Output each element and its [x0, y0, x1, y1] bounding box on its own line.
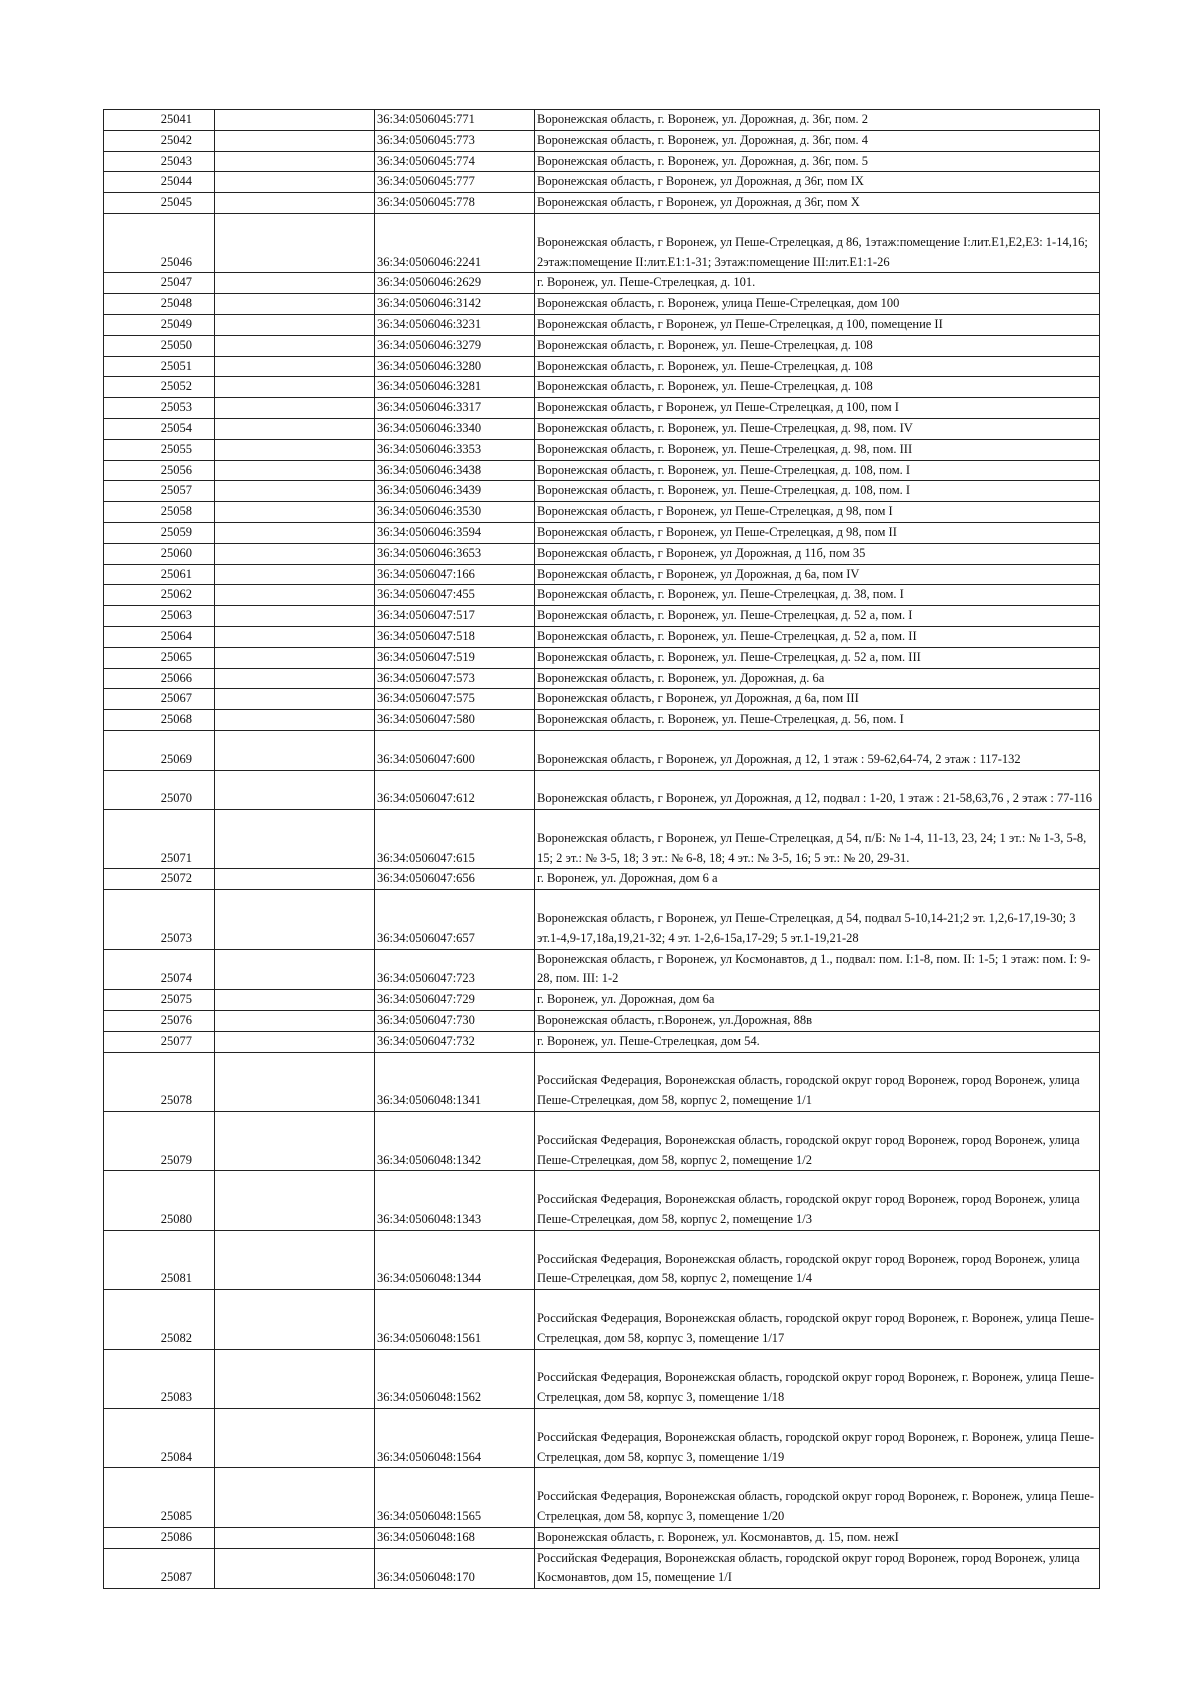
empty-cell: [215, 1548, 375, 1589]
cadastral-number-cell: 36:34:0506047:575: [375, 689, 535, 710]
address-cell: Воронежская область, г Воронеж, ул Пеше-Стрелецкая, д 86, 1этаж:помещение I:лит.Е1,Е2,Е3: 1-14,16; 2этаж:помещение II:лит.Е1:1-31; 3этаж:помещение III:лит.Е1:1-26: [535, 213, 1100, 272]
empty-cell: [215, 1349, 375, 1408]
row-number-cell: 25073: [104, 890, 215, 949]
address-cell: Воронежская область, г Воронеж, ул Космонавтов, д 1., подвал: пом. I:1-8, пом. II: 1-5; 1 этаж: пом. I: 9-28, пом. III: 1-2: [535, 949, 1100, 990]
table-row: [104, 377, 1100, 398]
row-number-cell: 25050: [104, 335, 215, 356]
empty-cell: [215, 1230, 375, 1289]
address-cell: Воронежская область, г. Воронеж, ул. Дорожная, д. 36г, пом. 5: [535, 151, 1100, 172]
table-row: [104, 439, 1100, 460]
table-row: [104, 1052, 1100, 1111]
address-cell: Воронежская область, г. Воронеж, улица Пеше-Стрелецкая, дом 100: [535, 294, 1100, 315]
row-number-cell: 25086: [104, 1527, 215, 1548]
empty-cell: [215, 1290, 375, 1349]
row-number-cell: 25043: [104, 151, 215, 172]
table-row: [104, 647, 1100, 668]
row-number-cell: 25069: [104, 730, 215, 770]
row-number-cell: 25057: [104, 481, 215, 502]
table-row: [104, 1230, 1100, 1289]
row-number-cell: 25082: [104, 1290, 215, 1349]
address-cell: Воронежская область, г Воронеж, ул Дорожная, д 6а, пом IV: [535, 564, 1100, 585]
table-row: [104, 1290, 1100, 1349]
address-cell: Воронежская область, г Воронеж, ул Дорожная, д 12, подвал : 1-20, 1 этаж : 21-58,63,76 , 2 этаж : 77-116: [535, 770, 1100, 810]
cadastral-number-cell: 36:34:0506046:3594: [375, 522, 535, 543]
row-number-cell: 25065: [104, 647, 215, 668]
cadastral-number-cell: 36:34:0506048:1343: [375, 1171, 535, 1230]
row-number-cell: 25054: [104, 418, 215, 439]
address-cell: Воронежская область, г Воронеж, ул Дорожная, д 11б, пом 35: [535, 543, 1100, 564]
address-cell: г. Воронеж, ул. Пеше-Стрелецкая, дом 54.: [535, 1031, 1100, 1052]
table-row: [104, 213, 1100, 272]
table-row: [104, 990, 1100, 1011]
empty-cell: [215, 110, 375, 131]
address-cell: Воронежская область, г Воронеж, ул Дорожная, д 36г, пом X: [535, 193, 1100, 214]
address-cell: Воронежская область, г. Воронеж, ул. Пеше-Стрелецкая, д. 98, пом. IV: [535, 418, 1100, 439]
row-number-cell: 25081: [104, 1230, 215, 1289]
cadastral-number-cell: 36:34:0506047:730: [375, 1011, 535, 1032]
row-number-cell: 25087: [104, 1548, 215, 1589]
empty-cell: [215, 418, 375, 439]
address-cell: Российская Федерация, Воронежская область, городской округ город Воронеж, г. Воронеж, улица Пеше-Стрелецкая, дом 58, корпус 3, помещение 1/17: [535, 1290, 1100, 1349]
empty-cell: [215, 770, 375, 810]
row-number-cell: 25049: [104, 314, 215, 335]
address-cell: Воронежская область, г Воронеж, ул Пеше-Стрелецкая, д 54, подвал 5-10,14-21;2 эт. 1,2,6-17,19-30; 3 эт.1-4,9-17,18а,19,21-32; 4 эт. 1-2,6-15а,17-29; 5 эт.1-19,21-28: [535, 890, 1100, 949]
address-cell: Российская Федерация, Воронежская область, городской округ город Воронеж, город Воронеж, улица Пеше-Стрелецкая, дом 58, корпус 2, помещение 1/1: [535, 1052, 1100, 1111]
address-cell: Воронежская область, г Воронеж, ул Дорожная, д 36г, пом IX: [535, 172, 1100, 193]
empty-cell: [215, 810, 375, 869]
empty-cell: [215, 1171, 375, 1230]
empty-cell: [215, 398, 375, 419]
row-number-cell: 25041: [104, 110, 215, 131]
cadastral-number-cell: 36:34:0506046:3530: [375, 502, 535, 523]
cadastral-number-cell: 36:34:0506048:170: [375, 1548, 535, 1589]
cadastral-number-cell: 36:34:0506047:573: [375, 668, 535, 689]
table-row: [104, 606, 1100, 627]
cadastral-number-cell: 36:34:0506047:580: [375, 710, 535, 731]
empty-cell: [215, 294, 375, 315]
cadastral-number-cell: 36:34:0506047:166: [375, 564, 535, 585]
address-cell: г. Воронеж, ул. Пеше-Стрелецкая, д. 101.: [535, 273, 1100, 294]
cadastral-number-cell: 36:34:0506047:612: [375, 770, 535, 810]
address-cell: Воронежская область, г. Воронеж, ул. Пеше-Стрелецкая, д. 52 а, пом. I: [535, 606, 1100, 627]
empty-cell: [215, 314, 375, 335]
cadastral-number-cell: 36:34:0506048:1565: [375, 1468, 535, 1527]
table-row: [104, 130, 1100, 151]
table-row: [104, 460, 1100, 481]
row-number-cell: 25052: [104, 377, 215, 398]
row-number-cell: 25047: [104, 273, 215, 294]
cadastral-number-cell: 36:34:0506046:3279: [375, 335, 535, 356]
cadastral-number-cell: 36:34:0506046:3142: [375, 294, 535, 315]
address-cell: Российская Федерация, Воронежская область, городской округ город Воронеж, город Воронеж, улица Космонавтов, дом 15, помещение 1/I: [535, 1548, 1100, 1589]
table-row: [104, 869, 1100, 890]
table-row: [104, 626, 1100, 647]
address-cell: Воронежская область, г.Воронеж, ул.Дорожная, 88в: [535, 1011, 1100, 1032]
registry-table-body: [104, 110, 1100, 1589]
address-cell: Воронежская область, г Воронеж, ул Пеше-Стрелецкая, д 100, помещение II: [535, 314, 1100, 335]
table-row: [104, 1409, 1100, 1468]
table-row: [104, 543, 1100, 564]
address-cell: Российская Федерация, Воронежская область, городской округ город Воронеж, г. Воронеж, улица Пеше-Стрелецкая, дом 58, корпус 3, помещение 1/20: [535, 1468, 1100, 1527]
row-number-cell: 25061: [104, 564, 215, 585]
row-number-cell: 25046: [104, 213, 215, 272]
empty-cell: [215, 377, 375, 398]
cadastral-number-cell: 36:34:0506048:1562: [375, 1349, 535, 1408]
cadastral-number-cell: 36:34:0506047:600: [375, 730, 535, 770]
row-number-cell: 25075: [104, 990, 215, 1011]
empty-cell: [215, 1527, 375, 1548]
empty-cell: [215, 1409, 375, 1468]
table-row: [104, 890, 1100, 949]
cadastral-number-cell: 36:34:0506045:777: [375, 172, 535, 193]
empty-cell: [215, 1468, 375, 1527]
cadastral-number-cell: 36:34:0506048:168: [375, 1527, 535, 1548]
row-number-cell: 25078: [104, 1052, 215, 1111]
table-row: [104, 418, 1100, 439]
empty-cell: [215, 564, 375, 585]
address-cell: Воронежская область, г. Воронеж, ул. Пеше-Стрелецкая, д. 108, пом. I: [535, 460, 1100, 481]
empty-cell: [215, 151, 375, 172]
empty-cell: [215, 689, 375, 710]
address-cell: Воронежская область, г Воронеж, ул Дорожная, д 12, 1 этаж : 59-62,64-74, 2 этаж : 117-132: [535, 730, 1100, 770]
row-number-cell: 25066: [104, 668, 215, 689]
address-cell: Воронежская область, г Воронеж, ул Пеше-Стрелецкая, д 98, пом II: [535, 522, 1100, 543]
cadastral-number-cell: 36:34:0506047:615: [375, 810, 535, 869]
row-number-cell: 25072: [104, 869, 215, 890]
address-cell: Воронежская область, г. Воронеж, ул. Пеше-Стрелецкая, д. 108: [535, 377, 1100, 398]
cadastral-number-cell: 36:34:0506046:3653: [375, 543, 535, 564]
cadastral-number-cell: 36:34:0506046:3340: [375, 418, 535, 439]
empty-cell: [215, 543, 375, 564]
table-row: [104, 668, 1100, 689]
table-row: [104, 502, 1100, 523]
empty-cell: [215, 668, 375, 689]
cadastral-number-cell: 36:34:0506048:1561: [375, 1290, 535, 1349]
table-row: [104, 710, 1100, 731]
address-cell: Воронежская область, г. Воронеж, ул. Дорожная, д. 36г, пом. 4: [535, 130, 1100, 151]
empty-cell: [215, 869, 375, 890]
empty-cell: [215, 502, 375, 523]
cadastral-number-cell: 36:34:0506047:723: [375, 949, 535, 990]
table-row: [104, 949, 1100, 990]
empty-cell: [215, 949, 375, 990]
address-cell: Воронежская область, г. Воронеж, ул. Пеше-Стрелецкая, д. 52 а, пом. III: [535, 647, 1100, 668]
cadastral-number-cell: 36:34:0506046:3231: [375, 314, 535, 335]
cadastral-number-cell: 36:34:0506045:771: [375, 110, 535, 131]
address-cell: Воронежская область, г. Воронеж, ул. Пеше-Стрелецкая, д. 52 а, пом. II: [535, 626, 1100, 647]
cadastral-number-cell: 36:34:0506046:3353: [375, 439, 535, 460]
row-number-cell: 25063: [104, 606, 215, 627]
empty-cell: [215, 1031, 375, 1052]
cadastral-number-cell: 36:34:0506046:3281: [375, 377, 535, 398]
row-number-cell: 25084: [104, 1409, 215, 1468]
address-cell: Российская Федерация, Воронежская область, городской округ город Воронеж, г. Воронеж, улица Пеше-Стрелецкая, дом 58, корпус 3, помещение 1/18: [535, 1349, 1100, 1408]
cadastral-number-cell: 36:34:0506048:1341: [375, 1052, 535, 1111]
address-cell: Российская Федерация, Воронежская область, городской округ город Воронеж, г. Воронеж, улица Пеше-Стрелецкая, дом 58, корпус 3, помещение 1/19: [535, 1409, 1100, 1468]
address-cell: Воронежская область, г. Воронеж, ул. Пеше-Стрелецкая, д. 38, пом. I: [535, 585, 1100, 606]
row-number-cell: 25079: [104, 1112, 215, 1171]
address-cell: Воронежская область, г Воронеж, ул Дорожная, д 6а, пом III: [535, 689, 1100, 710]
address-cell: г. Воронеж, ул. Дорожная, дом 6 а: [535, 869, 1100, 890]
address-cell: Воронежская область, г. Воронеж, ул. Пеше-Стрелецкая, д. 108: [535, 335, 1100, 356]
row-number-cell: 25076: [104, 1011, 215, 1032]
cadastral-number-cell: 36:34:0506045:773: [375, 130, 535, 151]
cadastral-number-cell: 36:34:0506046:3280: [375, 356, 535, 377]
cadastral-number-cell: 36:34:0506045:774: [375, 151, 535, 172]
row-number-cell: 25068: [104, 710, 215, 731]
cadastral-number-cell: 36:34:0506047:657: [375, 890, 535, 949]
cadastral-number-cell: 36:34:0506045:778: [375, 193, 535, 214]
table-row: [104, 172, 1100, 193]
address-cell: Воронежская область, г. Воронеж, ул. Космонавтов, д. 15, пом. нежI: [535, 1527, 1100, 1548]
row-number-cell: 25074: [104, 949, 215, 990]
cadastral-number-cell: 36:34:0506047:517: [375, 606, 535, 627]
row-number-cell: 25048: [104, 294, 215, 315]
table-row: [104, 273, 1100, 294]
table-row: [104, 689, 1100, 710]
address-cell: Российская Федерация, Воронежская область, городской округ город Воронеж, город Воронеж, улица Пеше-Стрелецкая, дом 58, корпус 2, помещение 1/4: [535, 1230, 1100, 1289]
row-number-cell: 25056: [104, 460, 215, 481]
table-row: [104, 356, 1100, 377]
address-cell: Воронежская область, г. Воронеж, ул. Пеше-Стрелецкая, д. 56, пом. I: [535, 710, 1100, 731]
cadastral-number-cell: 36:34:0506046:3439: [375, 481, 535, 502]
address-cell: Воронежская область, г. Воронеж, ул. Пеше-Стрелецкая, д. 108, пом. I: [535, 481, 1100, 502]
row-number-cell: 25070: [104, 770, 215, 810]
empty-cell: [215, 481, 375, 502]
table-row: [104, 730, 1100, 770]
table-row: [104, 1031, 1100, 1052]
empty-cell: [215, 522, 375, 543]
row-number-cell: 25042: [104, 130, 215, 151]
table-row: [104, 1011, 1100, 1032]
address-cell: Российская Федерация, Воронежская область, городской округ город Воронеж, город Воронеж, улица Пеше-Стрелецкая, дом 58, корпус 2, помещение 1/2: [535, 1112, 1100, 1171]
address-cell: Воронежская область, г Воронеж, ул Пеше-Стрелецкая, д 54, п/Б: № 1-4, 11-13, 23, 24; 1 эт.: № 1-3, 5-8, 15; 2 эт.: № 3-5, 18; 3 эт.: № 6-8, 18; 4 эт.: № 3-5, 16; 5 эт.: № 20, 29-31.: [535, 810, 1100, 869]
empty-cell: [215, 172, 375, 193]
empty-cell: [215, 356, 375, 377]
address-cell: Воронежская область, г Воронеж, ул Пеше-Стрелецкая, д 100, пом I: [535, 398, 1100, 419]
cadastral-number-cell: 36:34:0506047:656: [375, 869, 535, 890]
address-cell: Воронежская область, г. Воронеж, ул. Дорожная, д. 6а: [535, 668, 1100, 689]
row-number-cell: 25067: [104, 689, 215, 710]
row-number-cell: 25071: [104, 810, 215, 869]
table-row: [104, 1527, 1100, 1548]
row-number-cell: 25085: [104, 1468, 215, 1527]
empty-cell: [215, 213, 375, 272]
address-cell: г. Воронеж, ул. Дорожная, дом 6а: [535, 990, 1100, 1011]
table-row: [104, 1349, 1100, 1408]
row-number-cell: 25060: [104, 543, 215, 564]
empty-cell: [215, 273, 375, 294]
table-row: [104, 522, 1100, 543]
row-number-cell: 25053: [104, 398, 215, 419]
table-row: [104, 770, 1100, 810]
cadastral-number-cell: 36:34:0506047:729: [375, 990, 535, 1011]
address-cell: Воронежская область, г. Воронеж, ул. Пеше-Стрелецкая, д. 108: [535, 356, 1100, 377]
cadastral-number-cell: 36:34:0506048:1342: [375, 1112, 535, 1171]
row-number-cell: 25045: [104, 193, 215, 214]
address-cell: Воронежская область, г. Воронеж, ул. Пеше-Стрелецкая, д. 98, пом. III: [535, 439, 1100, 460]
empty-cell: [215, 439, 375, 460]
empty-cell: [215, 460, 375, 481]
table-row: [104, 1468, 1100, 1527]
empty-cell: [215, 335, 375, 356]
cadastral-number-cell: 36:34:0506048:1344: [375, 1230, 535, 1289]
table-row: [104, 398, 1100, 419]
table-row: [104, 151, 1100, 172]
cadastral-number-cell: 36:34:0506046:3317: [375, 398, 535, 419]
row-number-cell: 25077: [104, 1031, 215, 1052]
cadastral-number-cell: 36:34:0506047:518: [375, 626, 535, 647]
table-row: [104, 193, 1100, 214]
row-number-cell: 25083: [104, 1349, 215, 1408]
table-row: [104, 294, 1100, 315]
address-cell: Российская Федерация, Воронежская область, городской округ город Воронеж, город Воронеж, улица Пеше-Стрелецкая, дом 58, корпус 2, помещение 1/3: [535, 1171, 1100, 1230]
cadastral-number-cell: 36:34:0506047:519: [375, 647, 535, 668]
empty-cell: [215, 647, 375, 668]
row-number-cell: 25055: [104, 439, 215, 460]
empty-cell: [215, 1112, 375, 1171]
row-number-cell: 25080: [104, 1171, 215, 1230]
table-row: [104, 314, 1100, 335]
address-cell: Воронежская область, г Воронеж, ул Пеше-Стрелецкая, д 98, пом I: [535, 502, 1100, 523]
table-row: [104, 564, 1100, 585]
row-number-cell: 25044: [104, 172, 215, 193]
row-number-cell: 25058: [104, 502, 215, 523]
empty-cell: [215, 130, 375, 151]
empty-cell: [215, 193, 375, 214]
cadastral-number-cell: 36:34:0506046:2629: [375, 273, 535, 294]
registry-table: [103, 109, 1100, 1589]
cadastral-number-cell: 36:34:0506046:3438: [375, 460, 535, 481]
table-row: [104, 585, 1100, 606]
table-row: [104, 810, 1100, 869]
empty-cell: [215, 606, 375, 627]
table-row: [104, 1171, 1100, 1230]
empty-cell: [215, 585, 375, 606]
empty-cell: [215, 990, 375, 1011]
empty-cell: [215, 626, 375, 647]
cadastral-number-cell: 36:34:0506047:732: [375, 1031, 535, 1052]
cadastral-number-cell: 36:34:0506047:455: [375, 585, 535, 606]
table-row: [104, 110, 1100, 131]
cadastral-number-cell: 36:34:0506046:2241: [375, 213, 535, 272]
row-number-cell: 25059: [104, 522, 215, 543]
table-row: [104, 481, 1100, 502]
address-cell: Воронежская область, г. Воронеж, ул. Дорожная, д. 36г, пом. 2: [535, 110, 1100, 131]
empty-cell: [215, 890, 375, 949]
table-row: [104, 335, 1100, 356]
empty-cell: [215, 1052, 375, 1111]
empty-cell: [215, 1011, 375, 1032]
empty-cell: [215, 730, 375, 770]
row-number-cell: 25062: [104, 585, 215, 606]
row-number-cell: 25064: [104, 626, 215, 647]
empty-cell: [215, 710, 375, 731]
table-row: [104, 1548, 1100, 1589]
row-number-cell: 25051: [104, 356, 215, 377]
cadastral-number-cell: 36:34:0506048:1564: [375, 1409, 535, 1468]
table-row: [104, 1112, 1100, 1171]
